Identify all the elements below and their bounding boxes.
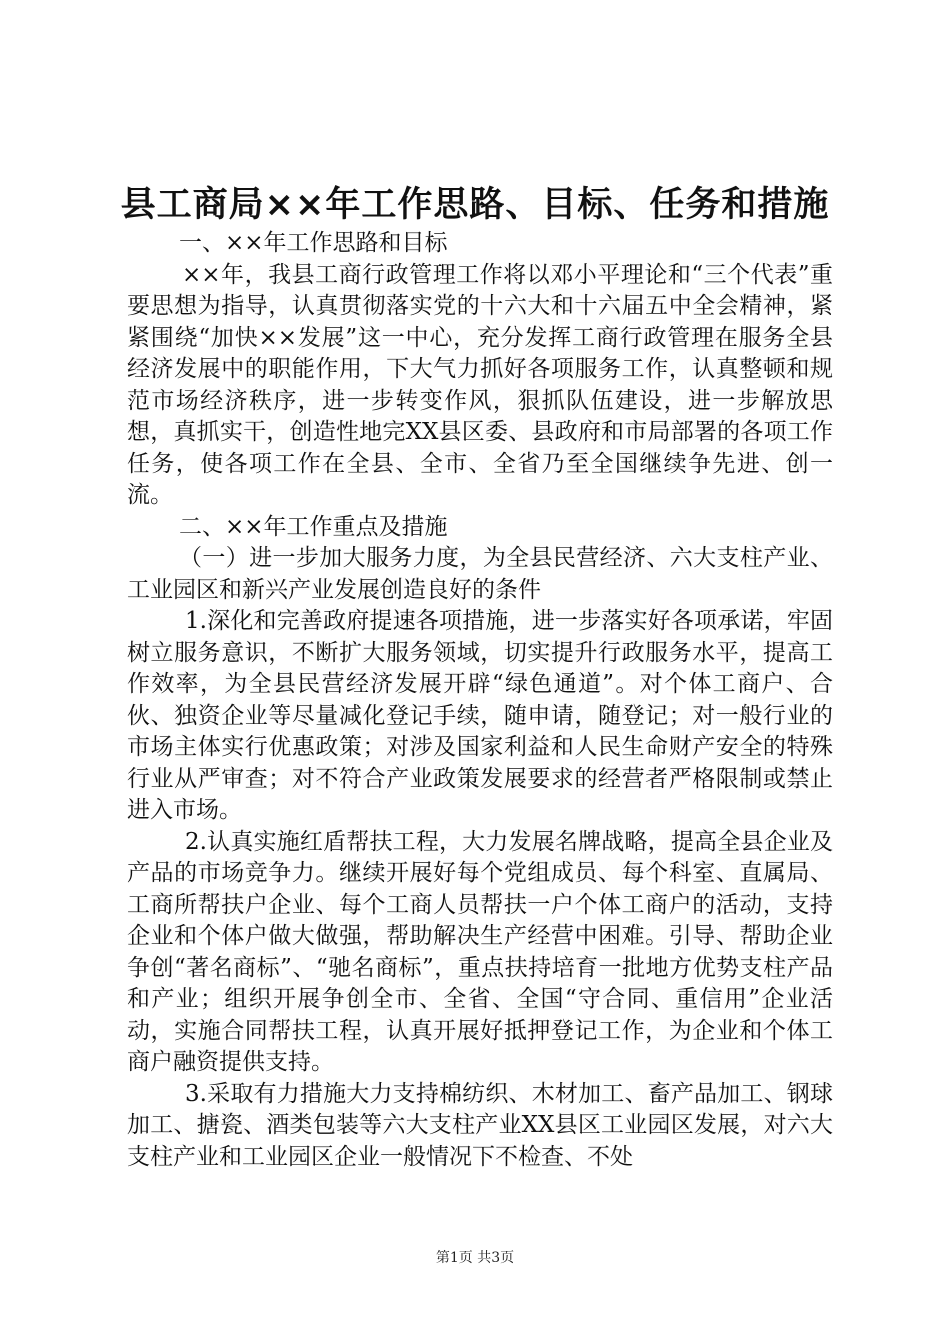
- section-heading-2: 二、××年工作重点及措施: [179, 513, 448, 540]
- document-body: [127, 228, 833, 1173]
- subsection-heading-1: （一）进一步加大服务力度，为全县民营经济、六大支柱产业、工业园区和新兴产业发展创造良好的条件: [127, 545, 833, 603]
- list-item-2: 2.认真实施红盾帮扶工程，大力发展名牌战略，提高全县企业及产品的市场竞争力。继续开展好每个党组成员、每个科室、直属局、工商所帮扶户企业、每个工商人员帮扶一户个体工商户的活动，支持企业和个体户做大做强，帮助解决生产经营中困难。引导、帮助企业争创“著名商标”、“驰名商标”，重点扶持培育一批地方优势支柱产品和产业；组织开展争创全市、全省、全国“守合同、重信用”企业活动，实施合同帮扶工程，认真开展好抵押登记工作，为企业和个体工商户融资提供支持。: [127, 828, 833, 1075]
- list-item-1: 1.深化和完善政府提速各项措施，进一步落实好各项承诺，牢固树立服务意识，不断扩大服务领域，切实提升行政服务水平，提高工作效率，为全县民营经济发展开辟“绿色通道”。对个体工商户、合伙、独资企业等尽量减化登记手续，随申请，随登记；对一般行业的市场主体实行优惠政策；对涉及国家利益和人民生命财产安全的特殊行业从严审查；对不符合产业政策发展要求的经营者严格限制或禁止进入市场。: [127, 608, 833, 823]
- body-paragraph-1: ××年，我县工商行政管理工作将以邓小平理论和“三个代表”重要思想为指导，认真贯彻落实党的十六大和十六届五中全会精神，紧紧围绕“加快××发展”这一中心，充分发挥工商行政管理在服务全县经济发展中的职能作用，下大气力抓好各项服务工作，认真整顿和规范市场经济秩序，进一步转变作风，狠抓队伍建设，进一步解放思想，真抓实干，创造性地完XX县区委、县政府和市局部署的各项工作任务，使各项工作在全县、全市、全省乃至全国继续争先进、创一流。: [127, 261, 833, 508]
- list-item-3: 3.采取有力措施大力支持棉纺织、木材加工、畜产品加工、钢球加工、搪瓷、酒类包装等六大支柱产业XX县区工业园区发展，对六大支柱产业和工业园区企业一般情况下不检查、不处: [127, 1080, 833, 1170]
- page-footer: 第1页 共3页: [435, 1250, 515, 1266]
- section-heading-1: 一、××年工作思路和目标: [179, 230, 448, 256]
- document-title: 县工商局××年工作思路、目标、任务和措施: [120, 185, 830, 225]
